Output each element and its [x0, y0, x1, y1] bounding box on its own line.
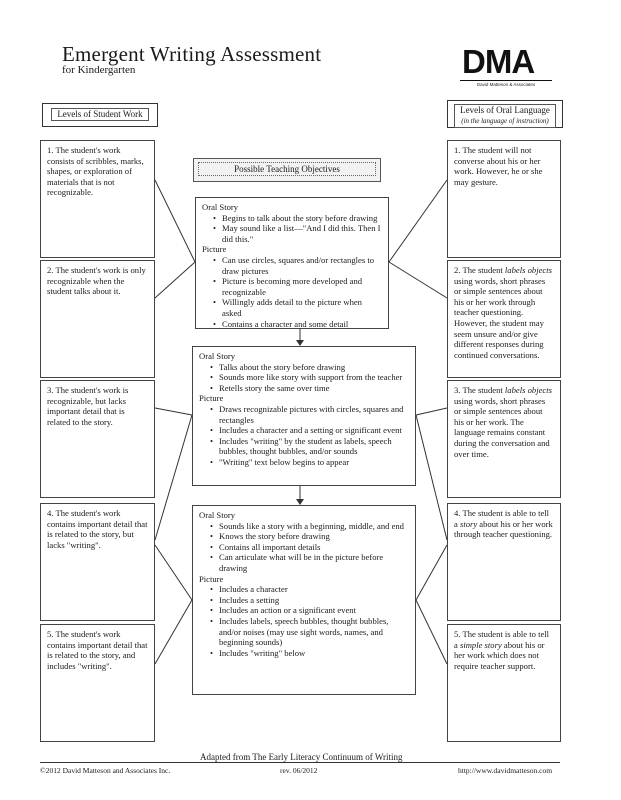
list-item: • Includes a setting	[219, 595, 409, 606]
logo-tagline: David Matteson & Associates	[460, 80, 552, 87]
student-work-header	[42, 103, 158, 127]
list-item: • Picture is becoming more developed and recognizable	[222, 276, 382, 297]
objectives-3-heading-oral: Oral Story	[199, 510, 236, 520]
oral-language-level-4: 4. The student is able to tell a story about his or her work through teacher questioning.	[447, 503, 561, 621]
list-item: • Sounds more like story with support from the teacher	[219, 372, 409, 383]
adapted-from-note: Adapted from The Early Literacy Continuum of Writing	[200, 752, 403, 762]
list-item: • "Writing" text below begins to appear	[219, 457, 409, 468]
list-item: • May sound like a list—"And I did this. Then I did this."	[222, 223, 382, 244]
student-work-level-3: 3. The student's work is recognizable, but lacks important detail that is related to the story.	[40, 380, 155, 498]
oral-language-level-3: 3. The student labels objects using words, short phrases or simple sentences about his or her work. The language remains constant during the conversation and over time.	[447, 380, 561, 498]
oral-language-level-1: 1. The student will not converse about his or her work. However, he or she may gesture.	[447, 140, 561, 258]
list-item: • Includes a character	[219, 584, 409, 595]
objectives-2-heading-oral: Oral Story	[199, 351, 236, 361]
objectives-3-picture-list	[199, 584, 409, 658]
list-item: • Retells story the same over time	[219, 383, 409, 394]
student-work-level-2: 2. The student's work is only recognizable when the student talks about it.	[40, 260, 155, 378]
logo-text: DMA	[462, 43, 535, 80]
objectives-3-heading-picture: Picture	[199, 573, 224, 584]
list-item: • Contains all important details	[219, 542, 409, 553]
copyright-text: ©2012 David Matteson and Associates Inc.	[40, 766, 171, 775]
student-work-level-4: 4. The student's work contains important detail that is related to the story, but lacks "writing".	[40, 503, 155, 621]
objectives-box-3	[192, 505, 416, 695]
list-item: • Willingly adds detail to the picture when asked	[222, 297, 382, 318]
dma-logo	[458, 43, 552, 89]
list-item: • Can use circles, squares and/or rectangles to draw pictures	[222, 255, 382, 276]
list-item: • Includes a character and a setting or significant event	[219, 425, 409, 436]
objectives-1-oral-list	[202, 213, 382, 245]
teaching-objectives-header-label: Possible Teaching Objectives	[198, 162, 376, 176]
website-link[interactable]: http://www.davidmatteson.com	[458, 766, 553, 775]
revision-date: rev. 06/2012	[280, 766, 318, 775]
oral-language-level-2: 2. The student labels objects using words, short phrases or simple sentences about his or her work through teacher questioning. However, the student may seem unsure and/or give different responses during continued conversations.	[447, 260, 561, 378]
document-subtitle: for Kindergarten	[62, 64, 136, 76]
list-item: • Includes "writing" by the student as labels, speech bubbles, thought bubbles, and/or sounds	[219, 436, 409, 457]
objectives-1-heading-picture: Picture	[202, 244, 227, 255]
list-item: • Includes an action or a significant event	[219, 605, 409, 616]
objectives-2-oral-list	[199, 362, 409, 394]
footer-divider	[40, 762, 560, 763]
oral-language-header	[447, 100, 563, 128]
oral-language-header-title: Levels of Oral Language	[460, 105, 550, 115]
list-item: • Contains a character and some detail	[222, 319, 382, 330]
list-item: • Knows the story before drawing	[219, 531, 409, 542]
objectives-3-oral-list	[199, 521, 409, 574]
objectives-2-heading-picture: Picture	[199, 393, 224, 404]
list-item: • Includes labels, speech bubbles, thought bubbles, and/or noises (may use sight words, names, and beginning sounds)	[219, 616, 409, 648]
objectives-box-2	[192, 346, 416, 486]
student-work-header-label: Levels of Student Work	[51, 108, 149, 121]
list-item: • Includes "writing" below	[219, 648, 409, 659]
student-work-level-5: 5. The student's work contains important detail that is related to the story, and includes "writing".	[40, 624, 155, 742]
objectives-2-picture-list	[199, 404, 409, 468]
list-item: • Draws recognizable pictures with circles, squares and rectangles	[219, 404, 409, 425]
objectives-box-1	[195, 197, 389, 329]
list-item: • Begins to talk about the story before drawing	[222, 213, 382, 224]
list-item: • Sounds like a story with a beginning, middle, and end	[219, 521, 409, 532]
objectives-1-heading-oral: Oral Story	[202, 202, 239, 212]
oral-language-header-subtitle: (in the language of instruction)	[461, 117, 549, 125]
teaching-objectives-header	[193, 158, 381, 182]
student-work-level-1: 1. The student's work consists of scribbles, marks, shapes, or exploration of materials that is not recognizable.	[40, 140, 155, 258]
oral-language-level-5: 5. The student is able to tell a simple story about his or her work which does not require teacher support.	[447, 624, 561, 742]
list-item: • Can articulate what will be in the picture before drawing	[219, 552, 409, 573]
objectives-1-picture-list	[202, 255, 382, 329]
document-title: Emergent Writing Assessment	[62, 42, 322, 66]
list-item: • Talks about the story before drawing	[219, 362, 409, 373]
